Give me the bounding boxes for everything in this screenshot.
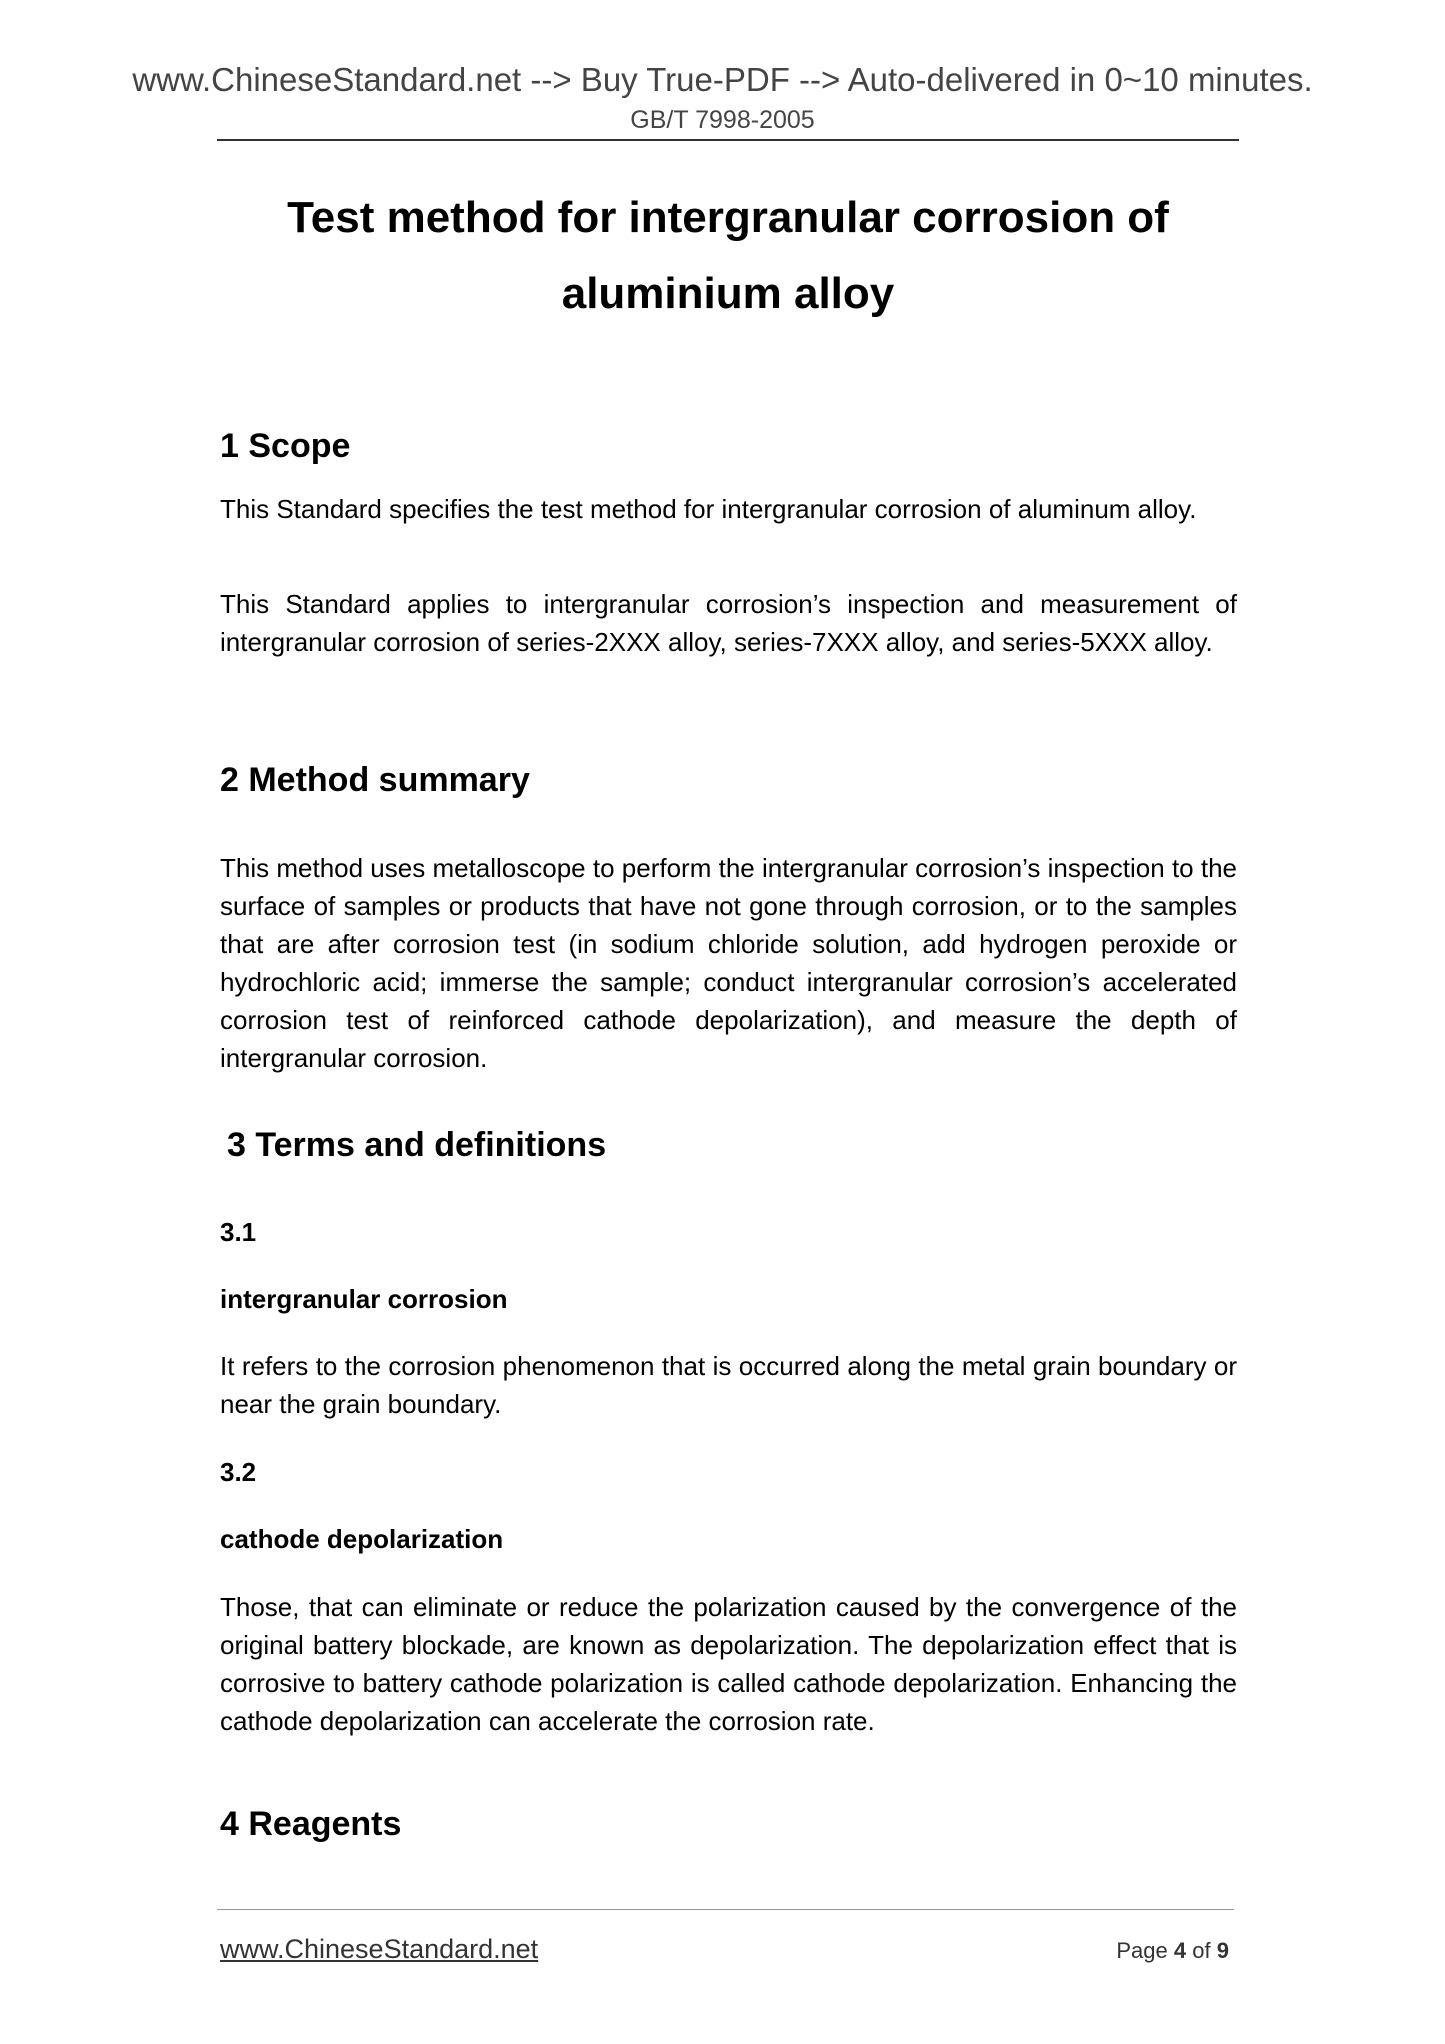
footer-divider [217,1909,1234,1910]
footer-site-link[interactable]: www.ChineseStandard.net [220,1934,539,1964]
section-heading-terms: 3 Terms and definitions [227,1126,607,1164]
term-number-3-1: 3.1 [220,1217,257,1247]
term-definition-3-1: It refers to the corrosion phenomenon that is occurred along the metal grain boundary or near the grain boundary. [220,1351,1237,1419]
page-total: 9 [1216,1938,1229,1963]
page-current: 4 [1173,1938,1187,1963]
scope-paragraph-2: This Standard applies to intergranular corrosion’s inspection and measurement of intergranular corrosion of series-2XXX alloy, series-7XXX alloy, and series-5XXX alloy. [220,589,1237,657]
page-prefix: Page [1116,1938,1168,1963]
section-heading-method-summary: 2 Method summary [220,761,530,799]
site-banner[interactable]: www.ChineseStandard.net --> Buy True-PDF --> Auto-delivered in 0~10 minutes. [132,61,1313,98]
term-definition-3-2: Those, that can eliminate or reduce the polarization caused by the convergence of the original battery blockade, are known as depolarization. The depolarization effect that is corrosive to battery cathode polarization is called cathode depolarization. Enhancing the cathode depolarization can accelerate the corrosion rate. [220,1592,1237,1736]
term-name-intergranular-corrosion: intergranular corrosion [220,1284,508,1314]
header-divider [217,139,1239,141]
term-number-3-2: 3.2 [220,1457,257,1487]
method-summary-paragraph: This method uses metalloscope to perform the intergranular corrosion’s inspection to the surface of samples or products that have not gone through corrosion, or to the samples that are after corrosion test (in sodium chloride solution, add hydrogen peroxide or hydrochloric acid; immerse the sample; conduct intergranular corrosion’s accelerated corrosion test of reinforced cathode depolarization), and measure the depth of intergranular corrosion. [220,853,1237,1073]
scope-paragraph-1: This Standard specifies the test method for intergranular corrosion of aluminum alloy. [220,494,1197,524]
document-title: Test method for intergranular corrosion of aluminium alloy [287,193,1169,318]
page-of: of [1192,1938,1211,1963]
section-heading-scope: 1 Scope [220,427,351,465]
term-name-cathode-depolarization: cathode depolarization [220,1524,504,1554]
standard-code: GB/T 7998-2005 [630,106,815,134]
page-indicator [1116,1936,1229,1966]
section-heading-reagents: 4 Reagents [220,1805,402,1843]
